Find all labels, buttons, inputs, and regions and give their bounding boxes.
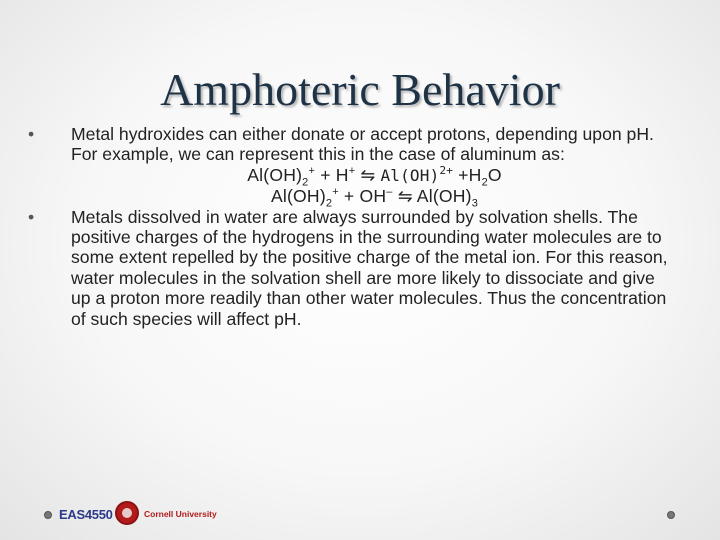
eq1-subscript: 2 [302, 176, 309, 189]
equilibrium-arrow: ⇋ [355, 164, 381, 185]
equation-2 [71, 186, 678, 210]
bullet-dot-icon [44, 511, 52, 519]
bullet-marker: • [28, 206, 35, 227]
eq1-term: O [487, 164, 502, 185]
cornell-seal-icon [115, 501, 139, 525]
equation-1 [71, 163, 678, 189]
bullet-dot-icon [667, 511, 675, 519]
eq2-superscript: – [386, 186, 393, 199]
eq2-term: Al(OH) [270, 186, 326, 207]
eq2-subscript: 3 [471, 197, 479, 210]
university-name: Cornell University [144, 509, 217, 519]
eq1-term: +H [453, 164, 482, 185]
slide-body [28, 124, 678, 329]
eq1-subscript: 2 [481, 176, 488, 189]
bullet-item-2 [28, 207, 678, 329]
course-logo: EAS4550 [59, 507, 113, 522]
bullet-text: Metal hydroxides can either donate or accept protons, depending upon pH. For example, we can represent this in the case of aluminum as: [71, 124, 654, 165]
slide-footer [40, 498, 690, 538]
eq2-term: ⇋ Al(OH) [392, 186, 472, 207]
bullet-text: Metals dissolved in water are always surrounded by solvation shells. The positive charges of the hydrogens in the surrounding water molecules are to some extent repelled by the positive charge of the metal ion. For this reason, water molecules in the solvation shell are more likely to dissociate and give up a proton more readily than other water molecules. Thus the concentration of such species will affect pH. [71, 206, 668, 329]
eq1-term: Al(OH) [380, 165, 440, 185]
eq1-term: + H [315, 164, 349, 185]
eq2-term: + OH [338, 186, 387, 207]
eq1-superscript: + [348, 164, 356, 177]
slide-title: Amphoteric Behavior [160, 64, 560, 115]
bullet-marker: • [28, 124, 35, 144]
eq1-superscript: + [308, 164, 316, 177]
eq1-term: Al(OH) [247, 164, 303, 185]
eq2-superscript: + [332, 186, 339, 199]
eq1-superscript: 2+ [439, 163, 454, 177]
eq2-subscript: 2 [325, 197, 333, 210]
bullet-item-1 [28, 124, 678, 165]
